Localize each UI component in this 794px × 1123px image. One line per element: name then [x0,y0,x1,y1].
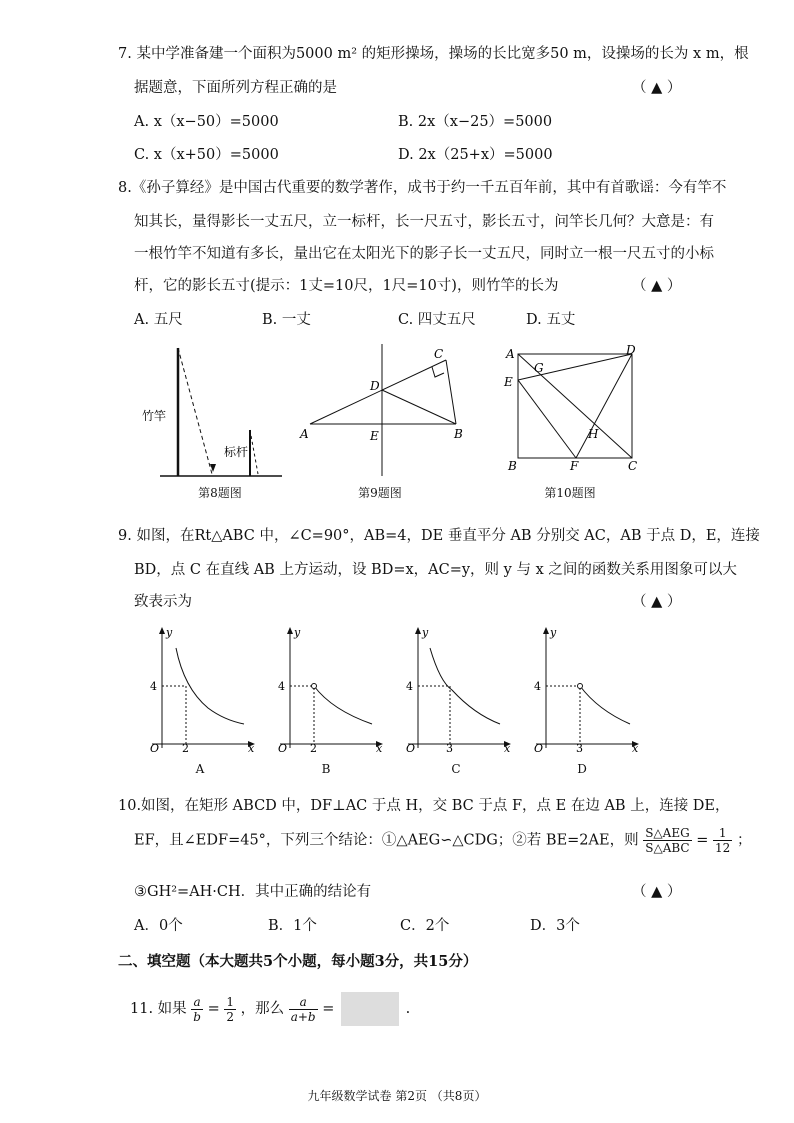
q11-answer-blank[interactable] [341,992,399,1026]
fig8-caption: 第8题图 [198,486,242,500]
fig9-label-b: B [454,427,463,441]
q8-answer: （ ▲ ） [632,278,682,294]
svg-text:3: 3 [446,742,453,754]
q8-option-a: A. 五尺 [134,312,183,328]
fig8-label-stick: 标杆 [224,445,249,459]
q8-option-d: D. 五丈 [526,312,576,328]
svg-text:O: O [534,742,544,754]
svg-text:4: 4 [278,680,285,693]
q10-line3: ③GH²=AH·CH．其中正确的结论有 [134,884,372,900]
q7-line1: 7. 某中学准备建一个面积为5000 m² 的矩形操场，操场的长比宽多50 m，设操场的长为 x m，根 [118,46,749,62]
q9-graph-b-label: B [321,762,331,776]
q10-option-b: B．1个 [268,918,317,934]
svg-text:y: y [166,626,173,639]
q9-line3: 致表示为 [134,594,192,610]
figure-10 [498,340,648,475]
fig10-caption: 第10题图 [544,486,596,500]
q10-option-a: A．0个 [134,918,183,934]
fig10-label-g: G [534,361,544,375]
fig10-label-b: B [508,459,517,473]
q9-graph-a-label: A [195,762,205,776]
fig10-label-e: E [504,375,513,389]
q9-answer: （ ▲ ） [632,594,682,610]
q10-fraction-value: $\frac{1}{12}$ [715,826,731,855]
q9-line1: 9. 如图，在Rt△ABC 中，∠C=90°，AB=4，DE 垂直平分 AB 分别交 AC，AB 于点 D，E，连接 [118,528,760,544]
q9-graph-d [532,624,644,754]
figure-8 [138,340,288,482]
svg-text:y: y [294,626,301,639]
q7-option-a: A. x（x−50）=5000 [134,114,279,130]
q9-graph-c-label: C [451,762,461,776]
q10-fraction-area: $\frac{\text{S△AEG}}{\text{S△ABC}}$ [645,826,690,855]
fig9-caption: 第9题图 [358,486,402,500]
svg-text:4: 4 [150,680,157,693]
q9-graph-b [276,624,388,754]
fig9-label-e: E [370,429,379,443]
svg-text:y: y [550,626,557,639]
fig10-label-h: H [588,427,599,441]
q11-fraction-target: $\frac{a}{a+b}$ [290,994,316,1024]
q8-line4: 杆，它的影长五寸(提示：1丈=10尺，1尺=10寸)，则竹竿的长为 [134,278,559,294]
svg-text:2: 2 [182,742,189,754]
q8-option-b: B. 一丈 [262,312,311,328]
svg-text:O: O [406,742,416,754]
q7-option-c: C. x（x+50）=5000 [134,147,279,163]
q8-option-c: C. 四丈五尺 [398,312,476,328]
fig8-label-pole: 竹竿 [142,409,167,423]
svg-text:4: 4 [406,680,413,693]
q8-line3: 一根竹竿不知道有多长，量出它在太阳光下的影子长一丈五尺，同时立一根一尺五寸的小标 [134,246,714,262]
q8-line1: 8.《孙子算经》是中国古代重要的数学著作，成书于约一千五百年前，其中有首歌谣：今有竿不 [118,180,727,196]
q7-answer: （ ▲ ） [632,80,682,96]
q8-line2: 知其长，量得影长一丈五尺，立一标杆，长一尺五寸，影长五寸，问竿长几何？大意是：有 [134,214,714,230]
q10-line2: EF，且∠EDF=45°，下列三个结论：①△AEG∽△CDG；②若 BE=2AE，则 $\frac{\text{S△AEG}}{\text{S△ABC}}$ = $\frac{1}{12}$ ； [134,826,752,855]
q9-line2: BD，点 C 在直线 AB 上方运动，设 BD=x，AC=y，则 y 与 x 之间的函数关系用图象可以大 [134,562,737,578]
page-footer: 九年级数学试卷 第2页 （共8页） [307,1089,487,1103]
fig9-label-d: D [370,379,380,393]
svg-text:O: O [278,742,288,754]
fig9-label-a: A [300,427,309,441]
svg-text:y: y [422,626,429,639]
svg-text:x: x [248,742,255,754]
q7-option-d: D. 2x（25+x）=5000 [398,147,553,163]
svg-text:2: 2 [310,742,317,754]
fig10-label-d: D [626,343,636,357]
q10-option-d: D．3个 [530,918,580,934]
q10-answer: （ ▲ ） [632,884,682,900]
fig9-label-c: C [434,347,444,361]
q7-line2: 据题意，下面所列方程正确的是 [134,80,337,96]
q9-graph-c [404,624,516,754]
svg-text:x: x [632,742,639,754]
q11-fraction-half: $\frac{1}{2}$ [226,994,234,1024]
figure-9 [296,340,476,480]
q10-line1: 10.如图，在矩形 ABCD 中，DF⊥AC 于点 H，交 BC 于点 F，点 E 在边 AB 上，连接 DE， [118,798,730,814]
fig10-label-f: F [570,459,579,473]
svg-text:4: 4 [534,680,541,693]
fig10-label-c: C [628,459,638,473]
svg-text:x: x [376,742,383,754]
q11: 11. 如果 $\frac{a}{b}$ = $\frac{1}{2}$ ，那么 $\frac{a}{a+b}$ = . [130,992,410,1026]
section2-title: 二、填空题（本大题共5个小题，每小题3分，共15分） [118,953,478,970]
fig10-label-a: A [506,347,515,361]
q9-graph-d-label: D [577,762,587,776]
svg-text:x: x [504,742,511,754]
svg-text:O: O [150,742,160,754]
svg-text:3: 3 [576,742,583,754]
q9-graph-a [148,624,260,754]
q11-fraction-ab: $\frac{a}{b}$ [193,994,201,1024]
q10-option-c: C．2个 [400,918,450,934]
q7-option-b: B. 2x（x−25）=5000 [398,114,553,130]
